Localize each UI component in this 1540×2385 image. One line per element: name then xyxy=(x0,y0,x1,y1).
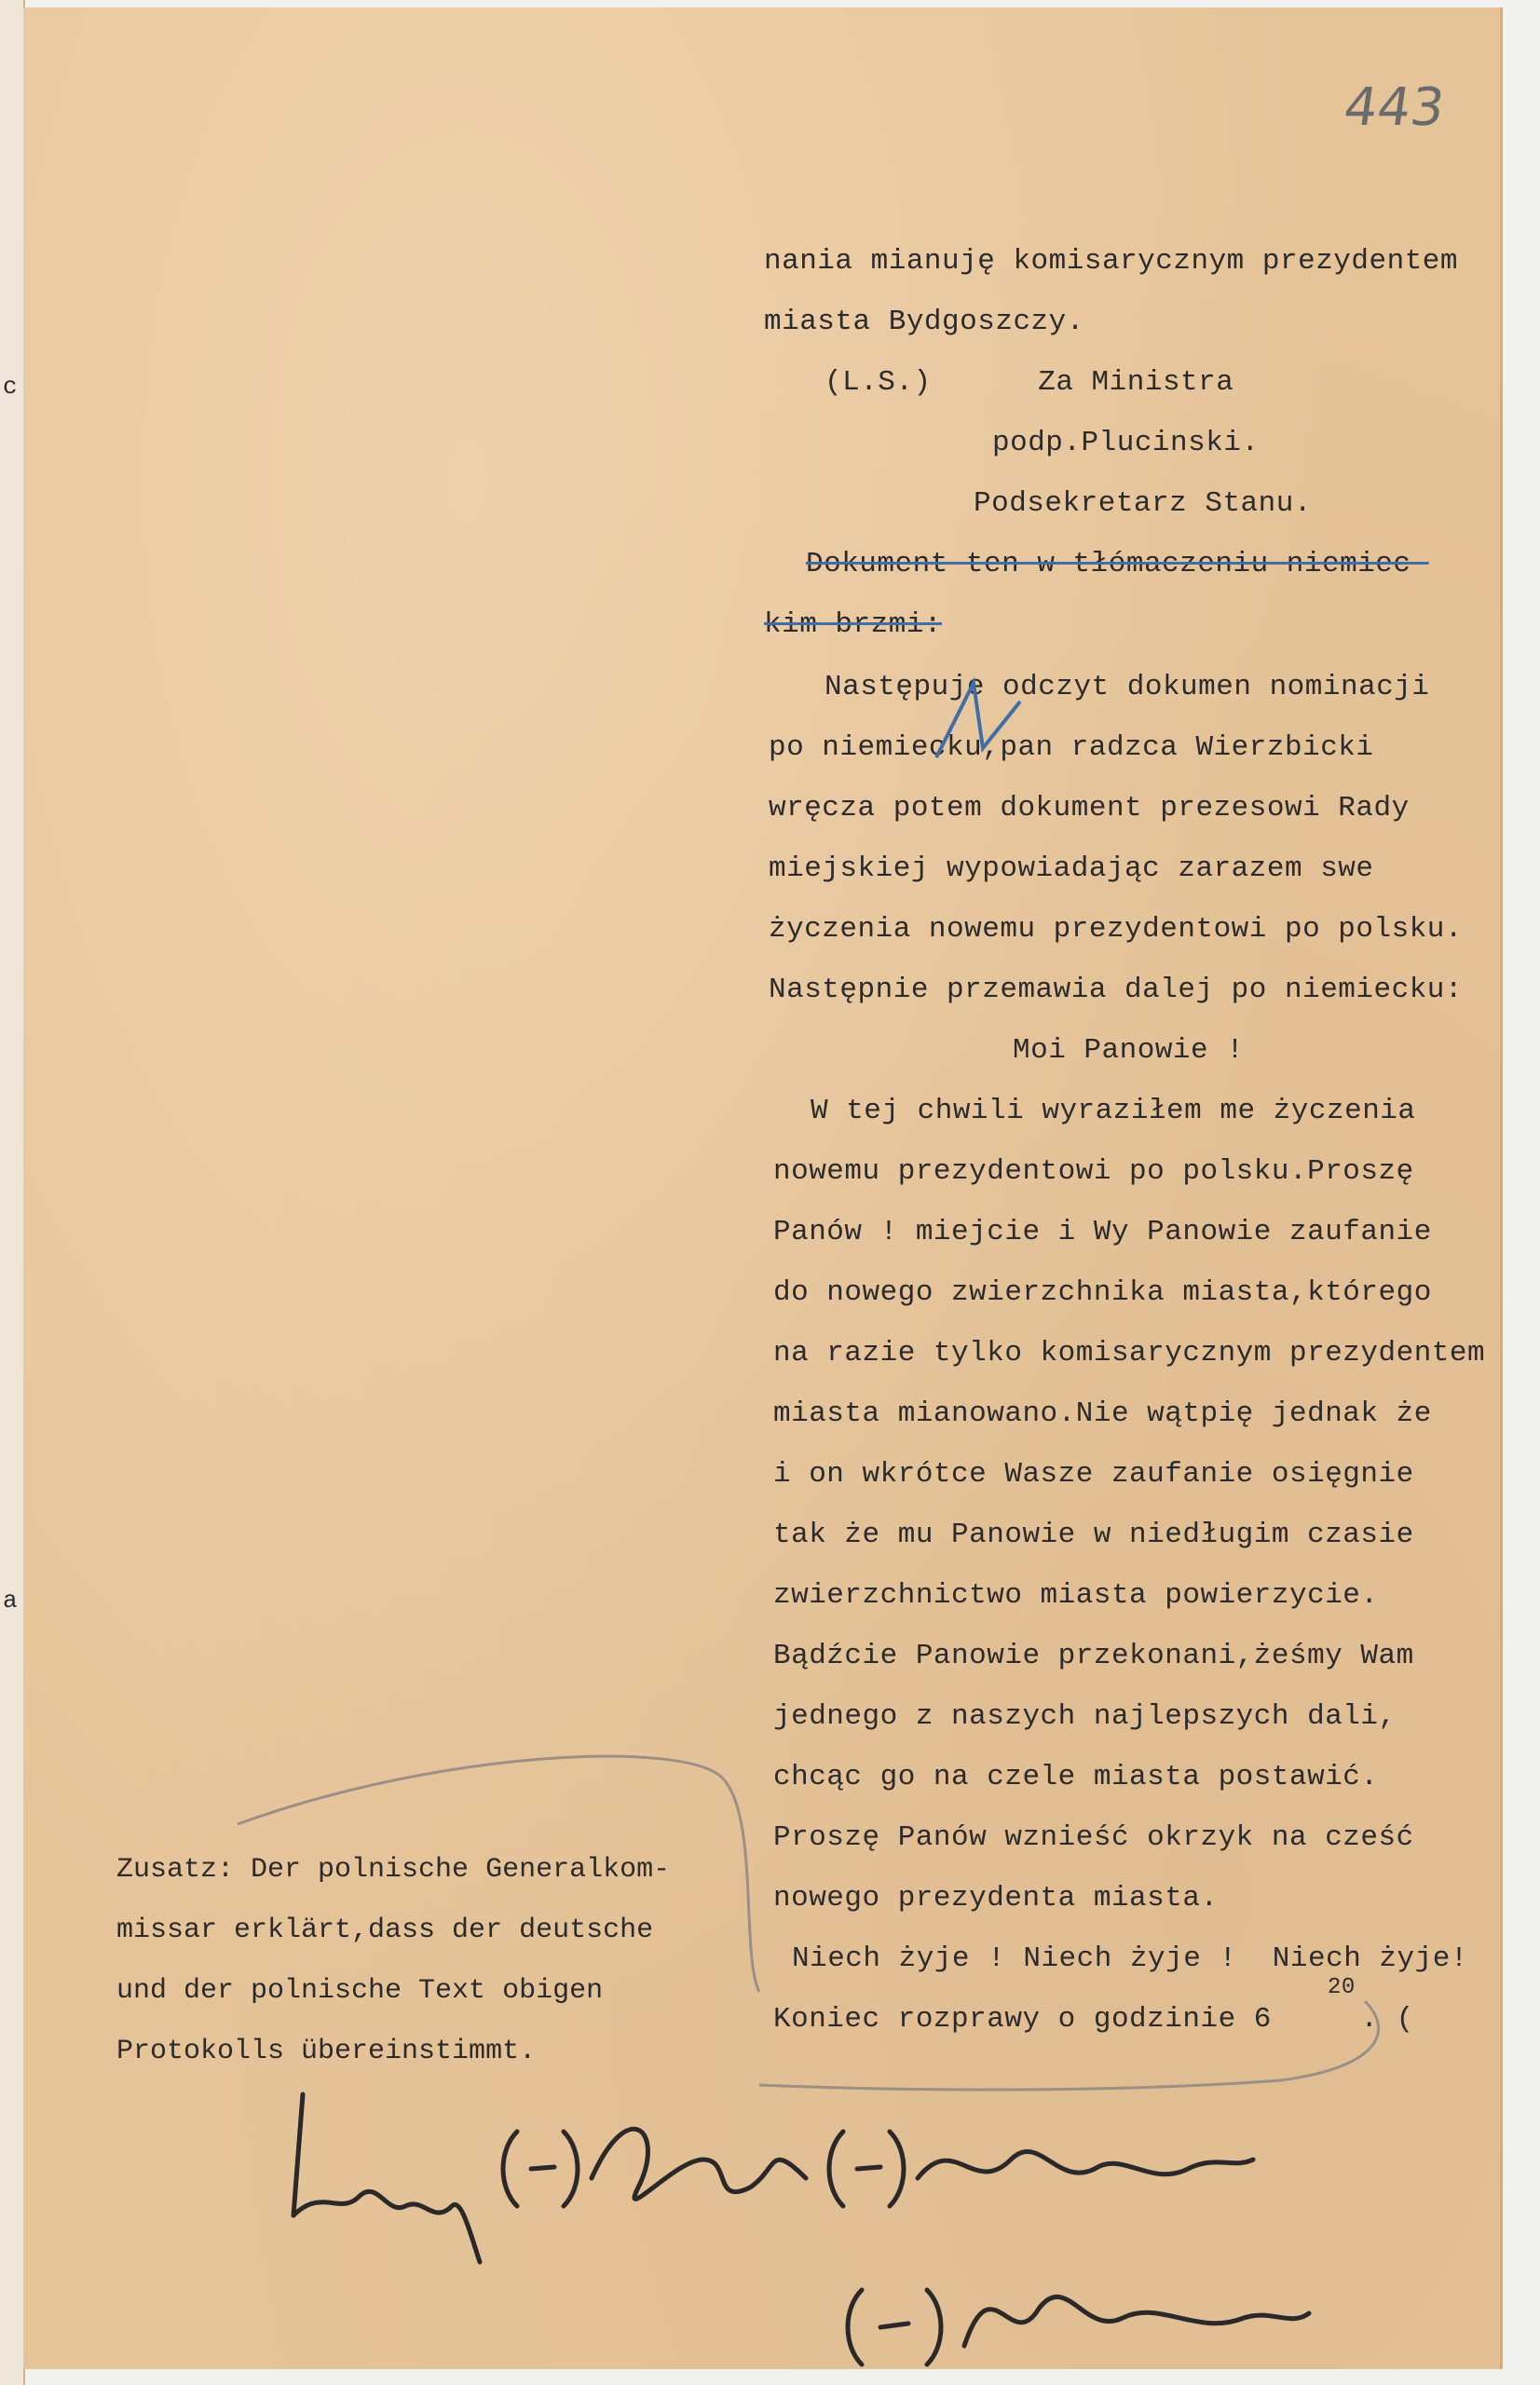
text-line: do nowego zwierzchnika miasta,którego xyxy=(773,1276,1432,1309)
folio-number: 443 xyxy=(1340,77,1449,138)
binding-edge xyxy=(0,0,25,2385)
text-line: Niech żyje ! Niech żyje ! Niech żyje! xyxy=(792,1942,1468,1975)
signature-block xyxy=(284,2076,1356,2383)
text-line: nowego prezydenta miasta. xyxy=(773,1882,1219,1915)
text-line: Następuje odczyt dokumen nominacji xyxy=(825,671,1430,703)
text-line: Bądźcie Panowie przekonani,żeśmy Wam xyxy=(773,1640,1414,1672)
text-line: Proszę Panów wznieść okrzyk na cześć xyxy=(773,1821,1414,1854)
text-line: Podsekretarz Stanu. xyxy=(974,487,1312,520)
struck-text-line: Dokument ten w tłómaczeniu niemiec- xyxy=(806,548,1429,580)
text-line: i on wkrótce Wasze zaufanie osięgnie xyxy=(773,1458,1414,1491)
text-line: chcąc go na czele miasta postawić. xyxy=(773,1761,1379,1793)
text-line: (L.S.) Za Ministra xyxy=(825,366,1234,399)
text-line: miasta mianowano.Nie wątpię jednak że xyxy=(773,1397,1432,1430)
text-line: życzenia nowemu prezydentowi po polsku. xyxy=(769,913,1464,946)
text-line: nania mianuję komisarycznym prezydentem xyxy=(764,245,1459,278)
text-line: na razie tylko komisarycznym prezydentem xyxy=(773,1337,1486,1370)
annotation-line: Protokolls übereinstimmt. xyxy=(116,2036,537,2067)
text-line: tak że mu Panowie w niedługim czasie xyxy=(773,1519,1414,1551)
text-line: miasta Bydgoszczy. xyxy=(764,306,1084,338)
struck-text-line: kim brzmi: xyxy=(764,608,943,641)
annotation-line: und der polnische Text obigen xyxy=(116,1975,604,2007)
margin-mark: a xyxy=(3,1587,18,1615)
text-line: miejskiej wypowiadając zarazem swe xyxy=(769,852,1374,885)
text-line: jednego z naszych najlepszych dali, xyxy=(773,1700,1397,1733)
text-line: W tej chwili wyraziłem me życzenia xyxy=(811,1095,1416,1127)
annotation-line: Zusatz: Der polnische Generalkom- xyxy=(116,1854,671,1886)
text-line: Panów ! miejcie i Wy Panowie zaufanie xyxy=(773,1216,1432,1248)
margin-mark: c xyxy=(3,373,18,401)
annotation-line: missar erklärt,dass der deutsche xyxy=(116,1915,654,1946)
text-line: Koniec rozprawy o godzinie 6 . ( xyxy=(773,2003,1414,2036)
superscript-minutes: 20 xyxy=(1328,1975,1356,2000)
text-line: podp.Plucinski. xyxy=(992,427,1260,459)
correction-mark xyxy=(918,664,1029,776)
pencil-loop-mark xyxy=(163,1712,1523,2104)
document-sheet xyxy=(3,7,1503,2369)
text-line: nowemu prezydentowi po polsku.Proszę xyxy=(773,1155,1414,1188)
text-line: Moi Panowie ! xyxy=(1013,1034,1245,1067)
text-line: zwierzchnictwo miasta powierzycie. xyxy=(773,1579,1379,1612)
text-line: Następnie przemawia dalej po niemiecku: xyxy=(769,974,1464,1006)
text-line: po niemiecku,pan radzca Wierzbicki xyxy=(769,731,1374,764)
text-line: wręcza potem dokument prezesowi Rady xyxy=(769,792,1410,825)
